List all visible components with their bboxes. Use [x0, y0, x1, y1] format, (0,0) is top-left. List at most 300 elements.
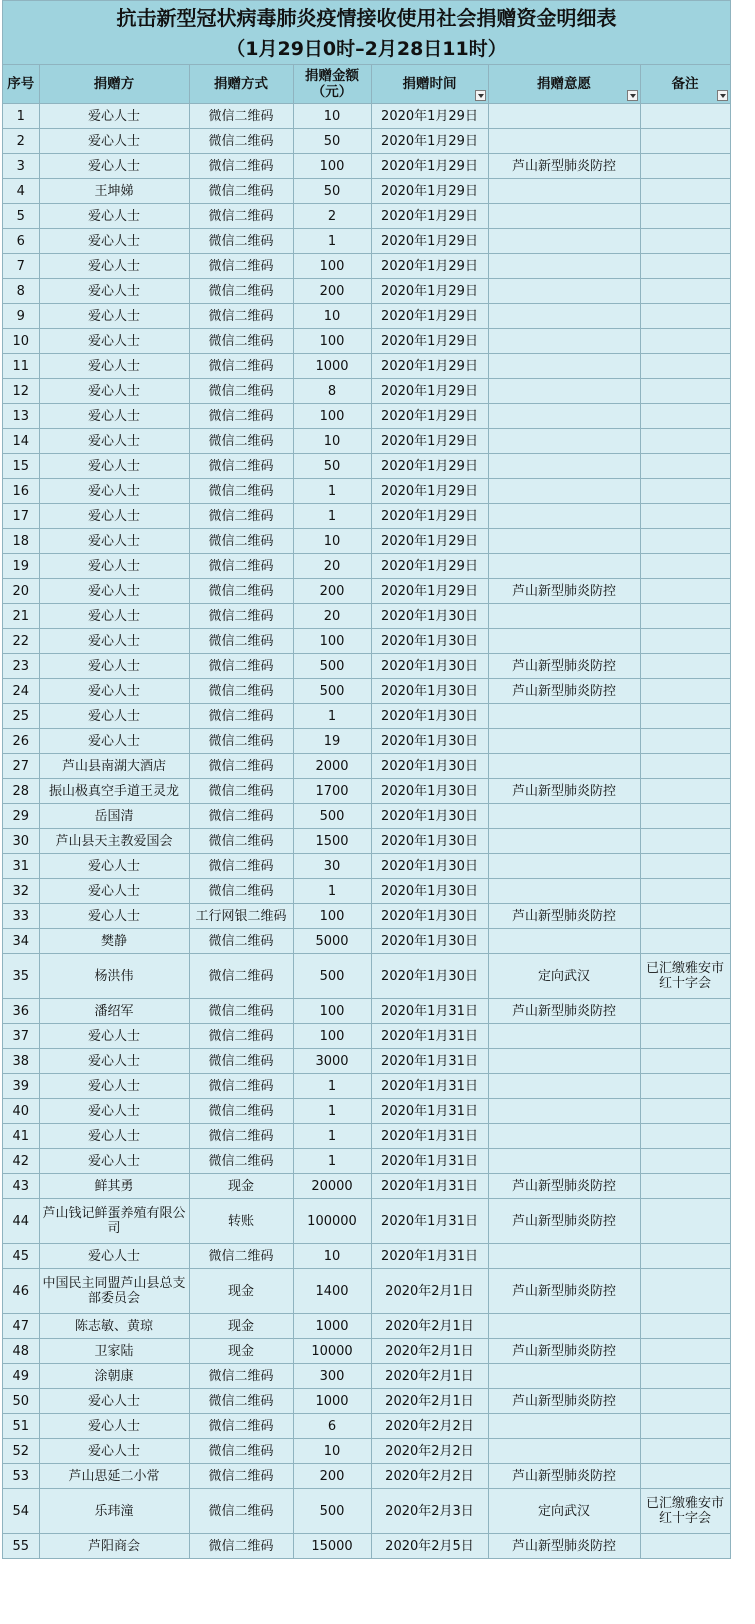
- cell-date: 2020年1月29日: [371, 279, 488, 304]
- cell-index: 31: [3, 854, 39, 879]
- cell-index: 38: [3, 1049, 39, 1074]
- cell-remark: [640, 804, 730, 829]
- cell-index: 49: [3, 1364, 39, 1389]
- cell-remark: [640, 1049, 730, 1074]
- cell-method: 微信二维码: [189, 654, 293, 679]
- cell-donor: 鲜其勇: [39, 1174, 189, 1199]
- cell-index: 34: [3, 929, 39, 954]
- cell-index: 30: [3, 829, 39, 854]
- cell-method: 微信二维码: [189, 279, 293, 304]
- table-row: [3, 879, 730, 904]
- cell-amount: 200: [293, 1464, 371, 1489]
- cell-amount: 30: [293, 854, 371, 879]
- cell-intent: [488, 1124, 640, 1149]
- cell-remark: [640, 999, 730, 1024]
- cell-donor: 芦阳商会: [39, 1534, 189, 1559]
- cell-method: 现金: [189, 1314, 293, 1339]
- cell-date: 2020年1月31日: [371, 1149, 488, 1174]
- cell-method: 微信二维码: [189, 1364, 293, 1389]
- cell-donor: 杨洪伟: [39, 954, 189, 999]
- cell-remark: [640, 904, 730, 929]
- cell-amount: 8: [293, 379, 371, 404]
- cell-date: 2020年1月30日: [371, 654, 488, 679]
- table-row: [3, 1364, 730, 1389]
- cell-date: 2020年1月31日: [371, 1049, 488, 1074]
- table-row: [3, 1414, 730, 1439]
- cell-intent: [488, 129, 640, 154]
- table-row: [3, 804, 730, 829]
- col-header-amount: 捐赠金额 （元）: [293, 65, 371, 104]
- cell-amount: 10: [293, 1244, 371, 1269]
- cell-method: 微信二维码: [189, 579, 293, 604]
- table-row: [3, 929, 730, 954]
- header-row: [3, 65, 730, 104]
- cell-remark: [640, 1099, 730, 1124]
- cell-index: 51: [3, 1414, 39, 1439]
- table-row: [3, 404, 730, 429]
- cell-date: 2020年1月30日: [371, 954, 488, 999]
- cell-remark: [640, 754, 730, 779]
- cell-amount: 3000: [293, 1049, 371, 1074]
- cell-amount: 50: [293, 454, 371, 479]
- cell-donor: 中国民主同盟芦山县总支部委员会: [39, 1269, 189, 1314]
- cell-intent: [488, 104, 640, 129]
- cell-amount: 100: [293, 254, 371, 279]
- cell-method: 微信二维码: [189, 999, 293, 1024]
- cell-intent: [488, 404, 640, 429]
- cell-method: 微信二维码: [189, 554, 293, 579]
- cell-intent: 定向武汉: [488, 1489, 640, 1534]
- cell-intent: 芦山新型肺炎防控: [488, 1464, 640, 1489]
- cell-amount: 50: [293, 129, 371, 154]
- cell-date: 2020年1月29日: [371, 379, 488, 404]
- cell-date: 2020年2月2日: [371, 1414, 488, 1439]
- col-header-index: 序号: [3, 65, 39, 104]
- cell-remark: [640, 629, 730, 654]
- cell-remark: [640, 779, 730, 804]
- cell-method: 微信二维码: [189, 104, 293, 129]
- cell-date: 2020年1月30日: [371, 854, 488, 879]
- cell-remark: [640, 504, 730, 529]
- cell-date: 2020年2月1日: [371, 1269, 488, 1314]
- cell-index: 3: [3, 154, 39, 179]
- cell-remark: [640, 1149, 730, 1174]
- table-row: [3, 229, 730, 254]
- cell-amount: 10: [293, 104, 371, 129]
- cell-method: 现金: [189, 1174, 293, 1199]
- cell-method: 微信二维码: [189, 329, 293, 354]
- cell-donor: 爱心人士: [39, 529, 189, 554]
- cell-amount: 300: [293, 1364, 371, 1389]
- cell-amount: 500: [293, 804, 371, 829]
- cell-amount: 20: [293, 604, 371, 629]
- table-row: [3, 1074, 730, 1099]
- cell-donor: 爱心人士: [39, 679, 189, 704]
- cell-method: 微信二维码: [189, 1099, 293, 1124]
- cell-intent: 芦山新型肺炎防控: [488, 1269, 640, 1314]
- table-row: [3, 529, 730, 554]
- table-body: [3, 104, 730, 1559]
- cell-index: 8: [3, 279, 39, 304]
- cell-remark: [640, 529, 730, 554]
- cell-date: 2020年1月29日: [371, 504, 488, 529]
- cell-donor: 爱心人士: [39, 454, 189, 479]
- table-row: [3, 1244, 730, 1269]
- cell-remark: [640, 129, 730, 154]
- cell-date: 2020年1月31日: [371, 1024, 488, 1049]
- cell-amount: 1: [293, 879, 371, 904]
- cell-amount: 19: [293, 729, 371, 754]
- cell-method: 微信二维码: [189, 529, 293, 554]
- col-header-method: 捐赠方式: [189, 65, 293, 104]
- table-row: [3, 1464, 730, 1489]
- cell-index: 48: [3, 1339, 39, 1364]
- cell-method: 转账: [189, 1199, 293, 1244]
- cell-index: 10: [3, 329, 39, 354]
- cell-index: 6: [3, 229, 39, 254]
- cell-donor: 爱心人士: [39, 604, 189, 629]
- cell-amount: 100: [293, 404, 371, 429]
- cell-intent: 芦山新型肺炎防控: [488, 999, 640, 1024]
- cell-intent: 芦山新型肺炎防控: [488, 679, 640, 704]
- cell-donor: 爱心人士: [39, 329, 189, 354]
- cell-donor: 爱心人士: [39, 504, 189, 529]
- cell-intent: [488, 704, 640, 729]
- cell-remark: [640, 1024, 730, 1049]
- cell-method: 微信二维码: [189, 779, 293, 804]
- cell-amount: 10000: [293, 1339, 371, 1364]
- cell-amount: 15000: [293, 1534, 371, 1559]
- cell-index: 44: [3, 1199, 39, 1244]
- cell-remark: [640, 854, 730, 879]
- cell-remark: [640, 154, 730, 179]
- cell-remark: [640, 729, 730, 754]
- cell-index: 50: [3, 1389, 39, 1414]
- cell-method: 微信二维码: [189, 629, 293, 654]
- cell-intent: [488, 179, 640, 204]
- cell-remark: [640, 1199, 730, 1244]
- table-row: [3, 829, 730, 854]
- cell-donor: 爱心人士: [39, 254, 189, 279]
- cell-date: 2020年1月29日: [371, 354, 488, 379]
- cell-index: 35: [3, 954, 39, 999]
- cell-remark: [640, 554, 730, 579]
- title-banner: [3, 1, 731, 65]
- cell-amount: 500: [293, 679, 371, 704]
- cell-method: 微信二维码: [189, 1489, 293, 1534]
- cell-remark: [640, 1339, 730, 1364]
- cell-method: 微信二维码: [189, 504, 293, 529]
- cell-intent: [488, 554, 640, 579]
- cell-remark: [640, 404, 730, 429]
- cell-method: 微信二维码: [189, 204, 293, 229]
- cell-remark: [640, 1174, 730, 1199]
- cell-method: 微信二维码: [189, 129, 293, 154]
- cell-amount: 1: [293, 704, 371, 729]
- cell-intent: [488, 454, 640, 479]
- cell-method: 微信二维码: [189, 729, 293, 754]
- table-row: [3, 1269, 730, 1314]
- cell-method: 微信二维码: [189, 304, 293, 329]
- cell-donor: 爱心人士: [39, 1389, 189, 1414]
- filter-dropdown-icon[interactable]: [475, 90, 486, 101]
- cell-method: 微信二维码: [189, 754, 293, 779]
- cell-method: 微信二维码: [189, 454, 293, 479]
- cell-donor: 爱心人士: [39, 704, 189, 729]
- cell-remark: [640, 204, 730, 229]
- cell-method: 微信二维码: [189, 404, 293, 429]
- cell-donor: 爱心人士: [39, 354, 189, 379]
- cell-index: 27: [3, 754, 39, 779]
- cell-intent: [488, 479, 640, 504]
- cell-method: 微信二维码: [189, 1024, 293, 1049]
- cell-donor: 爱心人士: [39, 879, 189, 904]
- cell-amount: 2000: [293, 754, 371, 779]
- cell-intent: [488, 879, 640, 904]
- cell-donor: 爱心人士: [39, 129, 189, 154]
- cell-donor: 爱心人士: [39, 1244, 189, 1269]
- cell-date: 2020年1月31日: [371, 1244, 488, 1269]
- table-row: [3, 379, 730, 404]
- cell-intent: 定向武汉: [488, 954, 640, 999]
- cell-method: 微信二维码: [189, 854, 293, 879]
- cell-date: 2020年1月29日: [371, 129, 488, 154]
- col-header-date: 捐赠时间: [371, 65, 488, 104]
- cell-date: 2020年2月1日: [371, 1389, 488, 1414]
- cell-index: 37: [3, 1024, 39, 1049]
- cell-index: 33: [3, 904, 39, 929]
- cell-donor: 爱心人士: [39, 1414, 189, 1439]
- table-row: [3, 104, 730, 129]
- cell-donor: 陈志敏、黄琼: [39, 1314, 189, 1339]
- cell-date: 2020年1月29日: [371, 229, 488, 254]
- cell-remark: [640, 1124, 730, 1149]
- cell-intent: [488, 804, 640, 829]
- cell-intent: [488, 1049, 640, 1074]
- cell-index: 41: [3, 1124, 39, 1149]
- cell-date: 2020年1月30日: [371, 929, 488, 954]
- cell-remark: [640, 704, 730, 729]
- table-row: [3, 679, 730, 704]
- cell-date: 2020年1月31日: [371, 999, 488, 1024]
- cell-amount: 1: [293, 1099, 371, 1124]
- cell-amount: 1: [293, 1074, 371, 1099]
- cell-remark: [640, 254, 730, 279]
- cell-index: 28: [3, 779, 39, 804]
- cell-date: 2020年1月29日: [371, 204, 488, 229]
- filter-dropdown-icon[interactable]: [717, 90, 728, 101]
- cell-index: 5: [3, 204, 39, 229]
- cell-intent: [488, 1024, 640, 1049]
- cell-date: 2020年1月29日: [371, 304, 488, 329]
- cell-date: 2020年1月30日: [371, 629, 488, 654]
- cell-remark: [640, 454, 730, 479]
- table-row: [3, 1534, 730, 1559]
- cell-index: 47: [3, 1314, 39, 1339]
- cell-index: 32: [3, 879, 39, 904]
- cell-date: 2020年1月29日: [371, 554, 488, 579]
- cell-donor: 芦山钱记鲜蛋养殖有限公司: [39, 1199, 189, 1244]
- cell-intent: [488, 1074, 640, 1099]
- cell-donor: 爱心人士: [39, 654, 189, 679]
- cell-index: 55: [3, 1534, 39, 1559]
- cell-donor: 卫家陆: [39, 1339, 189, 1364]
- col-header-donor: 捐赠方: [39, 65, 189, 104]
- cell-amount: 1: [293, 229, 371, 254]
- table-row: [3, 354, 730, 379]
- cell-method: 微信二维码: [189, 1149, 293, 1174]
- cell-index: 14: [3, 429, 39, 454]
- cell-amount: 20000: [293, 1174, 371, 1199]
- cell-intent: 芦山新型肺炎防控: [488, 1534, 640, 1559]
- cell-amount: 1000: [293, 354, 371, 379]
- cell-index: 46: [3, 1269, 39, 1314]
- cell-amount: 1700: [293, 779, 371, 804]
- cell-remark: [640, 1364, 730, 1389]
- cell-intent: [488, 629, 640, 654]
- cell-amount: 10: [293, 304, 371, 329]
- cell-intent: 芦山新型肺炎防控: [488, 154, 640, 179]
- cell-method: 微信二维码: [189, 479, 293, 504]
- table-row: [3, 504, 730, 529]
- cell-index: 18: [3, 529, 39, 554]
- filter-dropdown-icon[interactable]: [627, 90, 638, 101]
- cell-index: 43: [3, 1174, 39, 1199]
- cell-intent: [488, 329, 640, 354]
- cell-method: 微信二维码: [189, 829, 293, 854]
- cell-donor: 爱心人士: [39, 1074, 189, 1099]
- cell-donor: 振山极真空手道王灵龙: [39, 779, 189, 804]
- cell-index: 11: [3, 354, 39, 379]
- cell-amount: 200: [293, 579, 371, 604]
- cell-remark: [640, 279, 730, 304]
- cell-amount: 500: [293, 654, 371, 679]
- cell-remark: [640, 1534, 730, 1559]
- cell-donor: 爱心人士: [39, 379, 189, 404]
- cell-index: 25: [3, 704, 39, 729]
- cell-index: 23: [3, 654, 39, 679]
- cell-intent: 芦山新型肺炎防控: [488, 1174, 640, 1199]
- cell-donor: 王坤娣: [39, 179, 189, 204]
- cell-remark: [640, 654, 730, 679]
- cell-date: 2020年2月1日: [371, 1364, 488, 1389]
- cell-remark: [640, 1439, 730, 1464]
- cell-index: 17: [3, 504, 39, 529]
- cell-date: 2020年1月30日: [371, 904, 488, 929]
- table-row: [3, 1174, 730, 1199]
- cell-index: 16: [3, 479, 39, 504]
- cell-method: 微信二维码: [189, 429, 293, 454]
- cell-intent: [488, 279, 640, 304]
- cell-donor: 爱心人士: [39, 1149, 189, 1174]
- cell-date: 2020年2月1日: [371, 1314, 488, 1339]
- cell-remark: [640, 429, 730, 454]
- cell-index: 20: [3, 579, 39, 604]
- table-row: [3, 254, 730, 279]
- cell-date: 2020年1月30日: [371, 679, 488, 704]
- table-row: [3, 329, 730, 354]
- cell-donor: 芦山县天主教爱国会: [39, 829, 189, 854]
- cell-index: 53: [3, 1464, 39, 1489]
- cell-amount: 1000: [293, 1314, 371, 1339]
- cell-method: 微信二维码: [189, 1124, 293, 1149]
- cell-method: 微信二维码: [189, 154, 293, 179]
- cell-donor: 芦山思延二小常: [39, 1464, 189, 1489]
- cell-index: 45: [3, 1244, 39, 1269]
- cell-donor: 爱心人士: [39, 229, 189, 254]
- cell-donor: 爱心人士: [39, 304, 189, 329]
- cell-amount: 1000: [293, 1389, 371, 1414]
- cell-intent: [488, 354, 640, 379]
- cell-method: 微信二维码: [189, 1244, 293, 1269]
- cell-remark: [640, 329, 730, 354]
- cell-remark: [640, 1464, 730, 1489]
- cell-intent: 芦山新型肺炎防控: [488, 654, 640, 679]
- cell-index: 2: [3, 129, 39, 154]
- cell-index: 39: [3, 1074, 39, 1099]
- cell-index: 24: [3, 679, 39, 704]
- cell-index: 36: [3, 999, 39, 1024]
- cell-intent: [488, 1364, 640, 1389]
- donation-table: [3, 65, 731, 1559]
- cell-intent: [488, 829, 640, 854]
- cell-amount: 5000: [293, 929, 371, 954]
- cell-donor: 爱心人士: [39, 1099, 189, 1124]
- cell-amount: 1: [293, 479, 371, 504]
- cell-remark: [640, 579, 730, 604]
- cell-index: 13: [3, 404, 39, 429]
- table-row: [3, 854, 730, 879]
- cell-intent: [488, 1439, 640, 1464]
- cell-amount: 100: [293, 154, 371, 179]
- cell-method: 微信二维码: [189, 1389, 293, 1414]
- cell-index: 7: [3, 254, 39, 279]
- cell-intent: [488, 1314, 640, 1339]
- table-row: [3, 629, 730, 654]
- cell-remark: [640, 1389, 730, 1414]
- cell-index: 54: [3, 1489, 39, 1534]
- cell-intent: [488, 1414, 640, 1439]
- cell-index: 1: [3, 104, 39, 129]
- cell-donor: 爱心人士: [39, 429, 189, 454]
- cell-amount: 100: [293, 1024, 371, 1049]
- cell-method: 工行网银二维码: [189, 904, 293, 929]
- cell-index: 52: [3, 1439, 39, 1464]
- cell-intent: [488, 729, 640, 754]
- cell-amount: 10: [293, 529, 371, 554]
- table-row: [3, 129, 730, 154]
- cell-intent: [488, 1149, 640, 1174]
- cell-method: 微信二维码: [189, 354, 293, 379]
- table-row: [3, 1124, 730, 1149]
- cell-donor: 岳国清: [39, 804, 189, 829]
- cell-date: 2020年2月2日: [371, 1439, 488, 1464]
- cell-intent: [488, 504, 640, 529]
- cell-method: 微信二维码: [189, 1534, 293, 1559]
- table-row: [3, 1099, 730, 1124]
- table-row: [3, 279, 730, 304]
- cell-donor: 乐玮潼: [39, 1489, 189, 1534]
- cell-method: 微信二维码: [189, 604, 293, 629]
- cell-donor: 爱心人士: [39, 154, 189, 179]
- cell-date: 2020年1月29日: [371, 329, 488, 354]
- table-row: [3, 1199, 730, 1244]
- cell-donor: 爱心人士: [39, 904, 189, 929]
- cell-method: 微信二维码: [189, 679, 293, 704]
- cell-amount: 200: [293, 279, 371, 304]
- cell-date: 2020年1月30日: [371, 779, 488, 804]
- cell-remark: [640, 354, 730, 379]
